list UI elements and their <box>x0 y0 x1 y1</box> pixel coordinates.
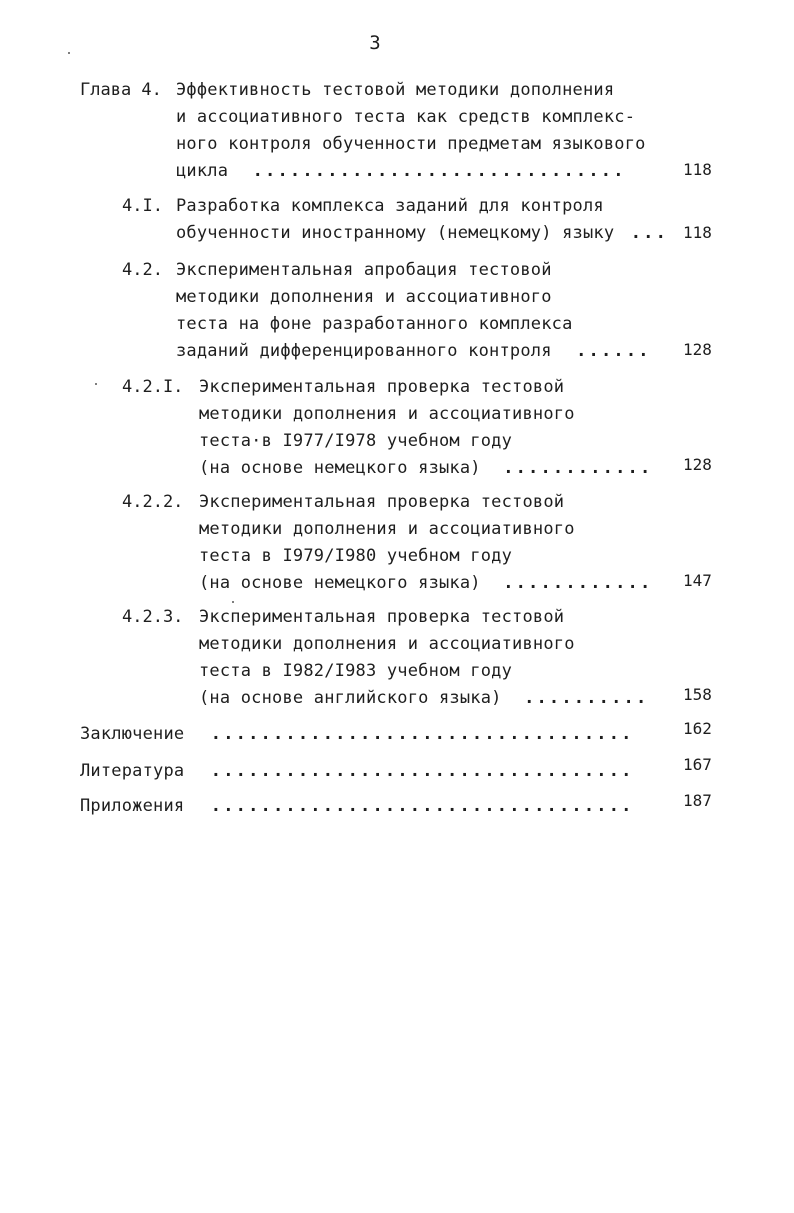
page-number: 3 <box>369 32 381 54</box>
appendices-title: Приложения <box>80 796 185 816</box>
leader-dots: ............ <box>503 573 653 593</box>
subsection-title-line-2: методики дополнения и ассоциативного <box>199 404 575 424</box>
section-title-line-2: методики дополнения и ассоциативного <box>176 287 552 307</box>
subsection-title-line-1: Экспериментальная проверка тестовой <box>199 607 565 627</box>
literature-page: 167 <box>683 755 712 774</box>
chapter-title-line-4 <box>176 161 626 181</box>
subsection-title-line-3: теста в I979/I980 учебном году <box>199 546 513 566</box>
leader-dots: ...... <box>576 341 651 361</box>
section-title-line-2 <box>176 223 668 243</box>
chapter-page: 118 <box>683 160 712 179</box>
section-number: 4.2. <box>122 260 163 280</box>
chapter-title-line-2: и ассоциативного теста как средств комплекс- <box>176 107 636 127</box>
section-number: 4.I. <box>122 196 163 216</box>
scan-speck <box>68 52 70 54</box>
subsection-number: 4.2.2. <box>122 492 184 512</box>
leader-dots: .................................. <box>210 724 634 744</box>
scan-speck <box>95 383 97 385</box>
subsection-title-line-2: методики дополнения и ассоциативного <box>199 519 575 539</box>
leader-dots: ............ <box>503 458 653 478</box>
subsection-title-line-3: теста в I982/I983 учебном году <box>199 661 513 681</box>
leader-dots: .................................. <box>210 796 634 816</box>
subsection-page: 128 <box>683 455 712 474</box>
subsection-title-line-2: методики дополнения и ассоциативного <box>199 634 575 654</box>
scan-speck <box>232 601 234 603</box>
leader-dots: .......... <box>524 688 649 708</box>
subsection-number: 4.2.I. <box>122 377 184 397</box>
subsection-title-line-3: теста·в I977/I978 учебном году <box>199 431 513 451</box>
conclusion-title: Заключение <box>80 724 185 744</box>
leader-dots: .............................. <box>252 161 626 181</box>
section-page: 128 <box>683 340 712 359</box>
literature-line <box>80 761 634 781</box>
section-page: 118 <box>683 223 712 242</box>
subsection-page: 147 <box>683 571 712 590</box>
literature-title: Литература <box>80 761 185 781</box>
subsection-title-line-4 <box>199 688 648 708</box>
conclusion-line <box>80 724 634 744</box>
leader-dots: ... <box>630 223 669 243</box>
section-title-line-1: Экспериментальная апробация тестовой <box>176 260 552 280</box>
subsection-title-line-4 <box>199 573 652 593</box>
chapter-title-line-3: ного контроля обученности предметам языкового <box>176 134 646 154</box>
section-title-line-1: Разработка комплекса заданий для контроля <box>176 196 604 216</box>
subsection-title-last: (на основе английского языка) <box>199 688 502 708</box>
subsection-title-last: (на основе немецкого языка) <box>199 458 481 478</box>
subsection-title-line-4 <box>199 458 652 478</box>
section-title-line-4 <box>176 341 651 361</box>
subsection-title-line-1: Экспериментальная проверка тестовой <box>199 492 565 512</box>
section-title-line-3: теста на фоне разработанного комплекса <box>176 314 573 334</box>
section-title-last: заданий дифференцированного контроля <box>176 341 552 361</box>
subsection-page: 158 <box>683 685 712 704</box>
leader-dots: .................................. <box>210 761 634 781</box>
subsection-number: 4.2.3. <box>122 607 184 627</box>
conclusion-page: 162 <box>683 719 712 738</box>
section-title-last: обученности иностранному (немецкому) языку <box>176 223 615 243</box>
chapter-label: Глава 4. <box>80 80 162 100</box>
appendices-page: 187 <box>683 791 712 810</box>
chapter-title-last: цикла <box>176 161 229 181</box>
subsection-title-line-1: Экспериментальная проверка тестовой <box>199 377 565 397</box>
subsection-title-last: (на основе немецкого языка) <box>199 573 481 593</box>
chapter-title-line-1: Эффективность тестовой методики дополнения <box>176 80 615 100</box>
appendices-line <box>80 796 634 816</box>
